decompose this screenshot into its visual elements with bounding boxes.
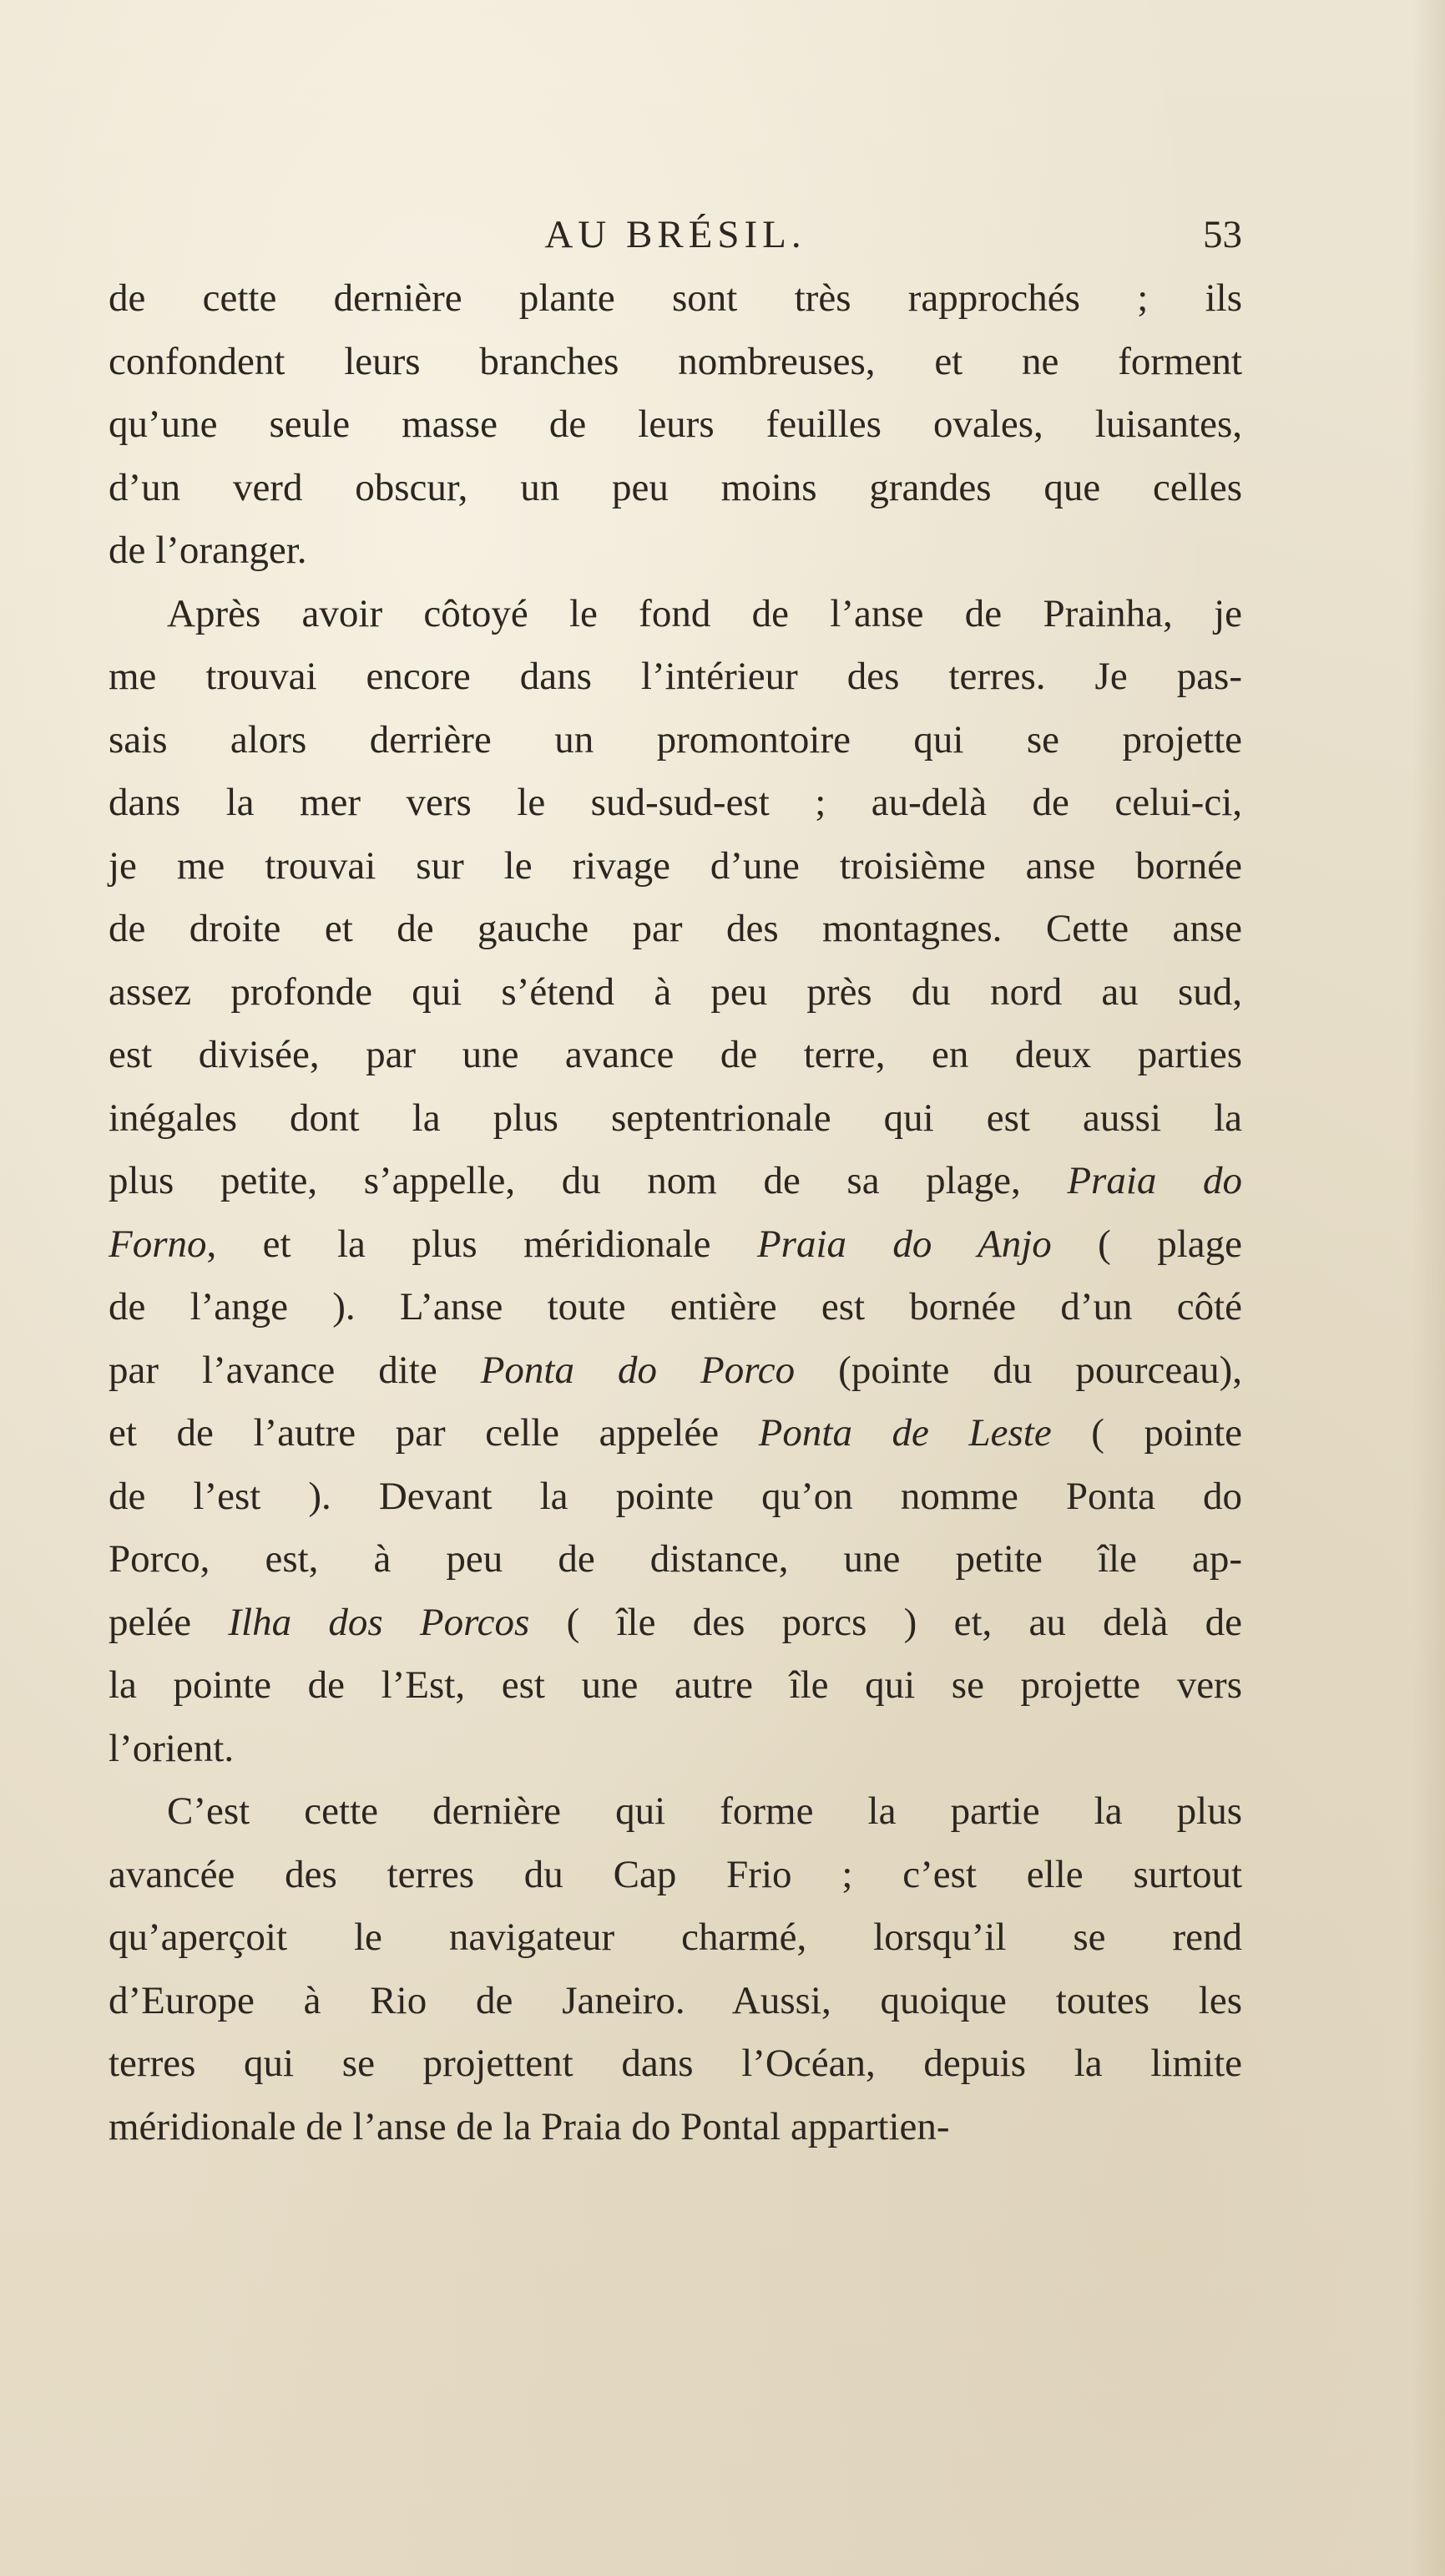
text-line: [109, 1970, 1242, 2033]
text-line: [109, 267, 1242, 331]
text-run: méridionale de l’anse de la Praia do Pontal appartien-: [109, 2104, 950, 2148]
text-line: [109, 1024, 1242, 1087]
text-run: , et la plus méridionale: [206, 1222, 757, 1266]
page-number: 53: [1203, 213, 1242, 256]
text-run: d’un verd obscur, un peu moins grandes que celles: [109, 465, 1242, 509]
text-line: [109, 1276, 1242, 1339]
text-line: [109, 2032, 1242, 2096]
italic-text: Forno: [109, 1222, 207, 1266]
text-line: [109, 961, 1242, 1025]
text-block: [109, 209, 1242, 2158]
text-run: inégales dont la plus septentrionale qui est aussi la: [109, 1096, 1242, 1140]
paragraph: [109, 1780, 1242, 2158]
italic-text: Ilha dos Porcos: [228, 1600, 530, 1644]
text-run: l’orient.: [109, 1726, 235, 1770]
paragraph: [109, 267, 1242, 583]
text-run: d’Europe à Rio de Janeiro. Aussi, quoique toutes les: [109, 1978, 1242, 2022]
text-line: [109, 1718, 1242, 1781]
text-line: [109, 1528, 1242, 1592]
text-run: ( pointe: [1051, 1411, 1242, 1455]
text-line: [109, 1465, 1242, 1529]
text-line: [109, 457, 1242, 520]
text-line: [109, 331, 1242, 394]
text-run: de l’ange ). L’anse toute entière est bornée d’un côté: [109, 1285, 1242, 1328]
text-line: [109, 1339, 1242, 1403]
italic-text: Ponta do Porco: [480, 1348, 796, 1392]
text-run: Porco, est, à peu de distance, une petite île ap-: [109, 1537, 1242, 1581]
italic-text: Praia do Anjo: [756, 1222, 1052, 1266]
text-line: [109, 1087, 1242, 1151]
text-run: Après avoir côtoyé le fond de l’anse de Prainha, je: [167, 591, 1242, 635]
text-run: dans la mer vers le sud-sud-est ; au-delà de celui-ci,: [109, 781, 1242, 824]
text-run: avancée des terres du Cap Frio ; c’est elle surtout: [109, 1852, 1242, 1896]
text-run: terres qui se projettent dans l’Océan, depuis la limite: [109, 2042, 1242, 2085]
text-run: sais alors derrière un promontoire qui se projette: [109, 717, 1242, 762]
text-line: [109, 772, 1242, 835]
text-run: qu’une seule masse de leurs feuilles ovales, luisantes,: [109, 402, 1242, 446]
text-run: de droite et de gauche par des montagnes. Cette anse: [109, 907, 1242, 950]
text-line: [109, 898, 1242, 961]
text-line: [109, 835, 1242, 898]
italic-text: Praia do: [1067, 1159, 1242, 1202]
body-text: [109, 267, 1242, 2158]
text-run: de cette dernière plante sont très rapprochés ; ils: [109, 276, 1242, 320]
text-run: et de l’autre par celle appelée: [109, 1411, 759, 1455]
text-line: [109, 1780, 1242, 1844]
italic-text: Ponta de Leste: [758, 1411, 1052, 1455]
text-line: [109, 519, 1242, 583]
page-edge-shadow: [1412, 0, 1445, 2576]
text-line: [109, 1213, 1242, 1277]
text-run: par l’avance dite: [109, 1348, 481, 1392]
text-line: [109, 1906, 1242, 1970]
text-run: je me trouvai sur le rivage d’une troisième anse bornée: [109, 843, 1242, 888]
text-run: me trouvai encore dans l’intérieur des terres. Je pas-: [109, 655, 1242, 698]
running-head: [109, 209, 1242, 261]
text-line: [109, 1402, 1242, 1465]
text-run: ( île des porcs ) et, au delà de: [529, 1600, 1243, 1644]
text-line: [109, 1844, 1242, 1907]
paragraph: [109, 583, 1242, 1781]
text-run: de l’est ). Devant la pointe qu’on nomme Ponta do: [109, 1474, 1242, 1518]
text-run: la pointe de l’Est, est une autre île qui se projette vers: [109, 1663, 1242, 1707]
text-run: pelée: [109, 1600, 229, 1644]
text-run: (pointe du pourceau),: [795, 1348, 1242, 1392]
text-run: C’est cette dernière qui forme la partie la plus: [167, 1789, 1242, 1833]
text-run: plus petite, s’appelle, du nom de sa plage,: [109, 1159, 1068, 1202]
text-run: assez profonde qui s’étend à peu près du nord au sud,: [109, 969, 1242, 1014]
text-line: [109, 2096, 1242, 2159]
running-head-title: AU BRÉSIL.: [544, 213, 806, 256]
text-run: ( plage: [1051, 1222, 1242, 1266]
text-run: est divisée, par une avance de terre, en deux parties: [109, 1033, 1242, 1076]
text-line: [109, 1592, 1242, 1655]
text-line: [109, 1654, 1242, 1718]
text-run: de l’oranger.: [109, 529, 307, 572]
text-line: [109, 393, 1242, 457]
text-line: [109, 709, 1242, 772]
text-line: [109, 645, 1242, 709]
text-line: [109, 583, 1242, 646]
text-line: [109, 1150, 1242, 1213]
text-run: qu’aperçoit le navigateur charmé, lorsqu’il se rend: [109, 1916, 1242, 1959]
text-run: confondent leurs branches nombreuses, et ne forment: [109, 339, 1242, 383]
